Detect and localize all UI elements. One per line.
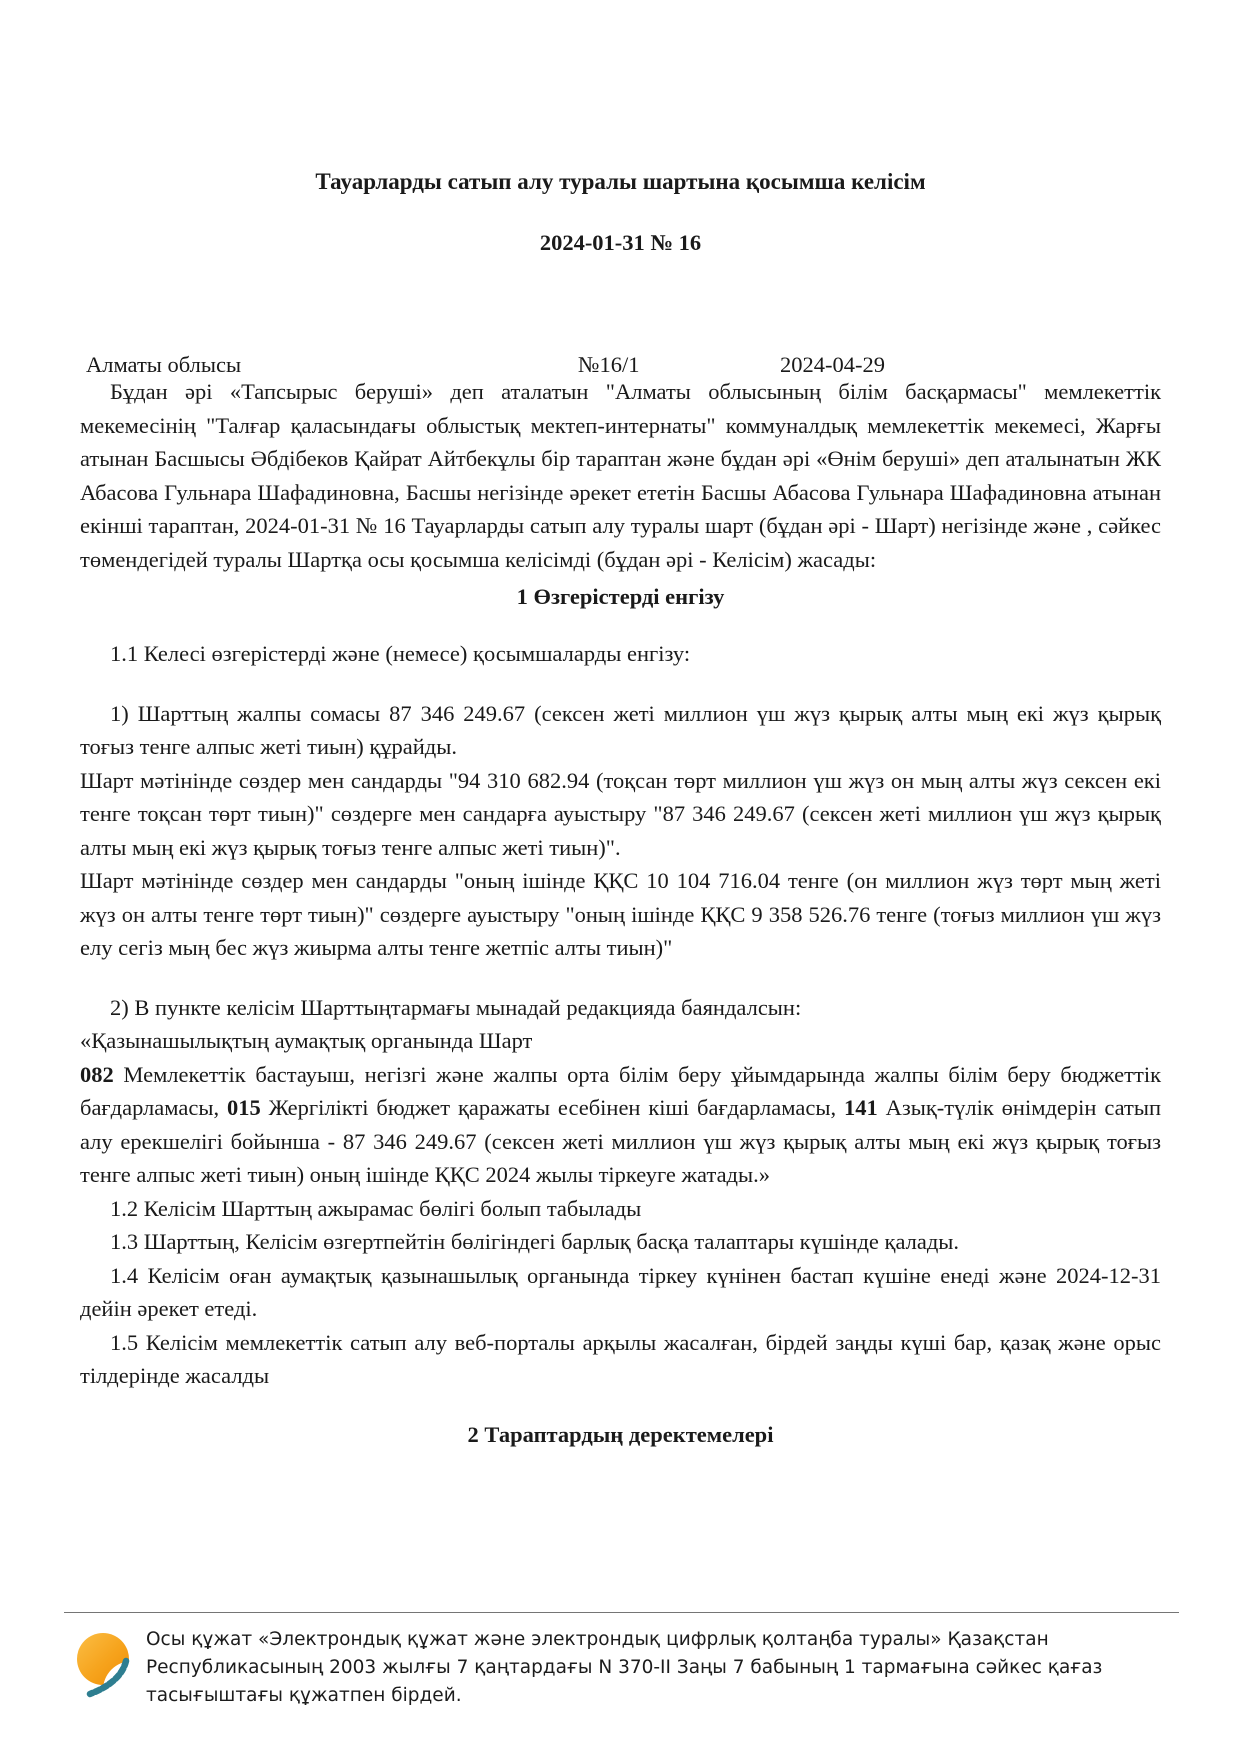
clause-1-2: 1.2 Келісім Шарттың ажырамас бөлігі болып табылады (110, 1195, 642, 1221)
footer-legal-line-1: Осы құжат «Электрондық құжат және электрондық цифрлық қолтаңба туралы» Қазақстан (146, 1629, 1049, 1650)
clause-1-3: 1.3 Шарттың, Келісім өзгертпейтін бөлігіндегі барлық басқа талаптары күшінде қалады. (110, 1229, 960, 1254)
clause-item-1-line-1: 1) Шарттың жалпы сомасы 87 346 249.67 (сексен жеті миллион үш жүз қырық алты мың екі жүз қырық тоғыз тенге алпыс жеті тиын) құрайды. (80, 700, 1161, 759)
clause-1-4: 1.4 Келісім оған аумақтық қазынашылық органында тіркеу күнінен бастап күшіне енеді және 2024-12-31 дейін әрекет етеді. (80, 1262, 1161, 1321)
budget-text-3: Азық-түлік өнімдерін сатып алу ерекшелігі бойынша - 87 346 249.67 (сексен жеті миллион үш жүз қырық алты мың екі жүз қырық тоғыз тенге алпыс жеті тиын) оның ішінде ҚҚС 2024 жылы тіркеуге жатады.» (80, 1095, 1161, 1187)
signature-footer (64, 1612, 1179, 1710)
clause-1-1: 1.1 Келесі өзгерістерді және (немесе) қосымшаларды енгізу: (110, 641, 691, 666)
meta-date: 2024-04-29 (780, 352, 885, 377)
budget-code-015: 015 (226, 1095, 261, 1120)
footer-legal-line-3: тасығыштағы құжатпен бірдей. (146, 1685, 462, 1706)
document-title: Тауарларды сатып алу туралы шартына қосымша келісім (315, 169, 926, 194)
intro-paragraph: Бұдан әрі «Тапсырыс беруші» деп аталатын "Алматы облысының білім басқармасы" мемлекеттік мекемесінің "Талғар қаласындағы облыстық мектеп-интернаты" коммуналдық мемлекеттік мекемесі, Жарғы атынан Басшысы Әбдібеков Қайрат Айтбекұлы бір тараптан және бұдан әрі «Өнім беруші» деп аталынатын ЖК Абасова Гульнара Шафадиновна, Басшы негізінде әрекет ететін Басшы Абасова Гульнара Шафадиновна атынан екінші тараптан, 2024-01-31 № 16 Тауарларды сатып алу туралы шарт (бұдан әрі - Шарт) негізінде және , сәйкес төмендегідей туралы Шартқа осы қосымша келісімді (бұдан әрі - Келісім) жасады: (80, 379, 1161, 572)
budget-programs-paragraph (80, 1058, 1161, 1192)
footer-legal-text (146, 1626, 1102, 1710)
budget-text-1: Мемлекеттік бастауыш, негізгі және жалпы орта білім беру ұйымдарында жалпы білім беру бюджеттік бағдарламасы, (80, 1061, 1161, 1120)
clause-item-2-line-2: «Қазынашылықтың аумақтық органында Шарт (80, 1028, 533, 1053)
budget-code-082: 082 (80, 1061, 114, 1087)
goszakup-logo (76, 1628, 136, 1704)
meta-row (80, 348, 1161, 375)
meta-region: Алматы облысы (86, 352, 242, 377)
clause-item-1-line-3: Шарт мәтінінде сөздер мен сандарды "оның ішінде ҚҚС 10 104 716.04 тенге (он миллион жүз төрт мың жеті жүз он алты тенге төрт тиын)" сөздерге ауыстыру "оның ішінде ҚҚС 9 358 526.76 тенге (тоғыз миллион үш жүз елу сегіз мың бес жүз жиырма алты тенге жетпіс алты тиын)" (80, 868, 1161, 960)
footer-legal-line-2: Республикасының 2003 жылғы 7 қаңтардағы N 370-II Заңы 7 бабының 1 тармағына сәйкес қағаз (146, 1657, 1103, 1678)
document-number-line: 2024-01-31 № 16 (539, 230, 702, 255)
clause-item-2 (80, 991, 1161, 1192)
section-2-heading: 2 Тараптардың деректемелері (467, 1421, 774, 1447)
clause-item-1 (80, 697, 1161, 965)
meta-contract-number: №16/1 (578, 352, 640, 377)
clause-item-2-line-1: 2) В пункте келісім Шарттыңтармағы мынадай редакцияда баяндалсын: (110, 994, 802, 1020)
budget-text-2: Жергілікті бюджет қаражаты есебінен кіші бағдарламасы, (260, 1095, 844, 1120)
clause-1-5: 1.5 Келісім мемлекеттік сатып алу веб-порталы арқылы жасалған, бірдей заңды күші бар, қазақ және орыс тілдерінде жасалды (80, 1329, 1161, 1388)
clause-item-1-line-2: Шарт мәтінінде сөздер мен сандарды "94 310 682.94 (тоқсан төрт миллион үш жүз он мың алты жүз сексен екі тенге тоқсан төрт тиын)" сөздерге мен сандарға ауыстыру "87 346 249.67 (сексен жеті миллион үш жүз қырық алты мың екі жүз қырық тоғыз тенге алпыс жеті тиын)". (80, 767, 1161, 860)
budget-code-141: 141 (843, 1095, 878, 1120)
section-1-heading: 1 Өзгерістерді енгізу (516, 584, 725, 609)
